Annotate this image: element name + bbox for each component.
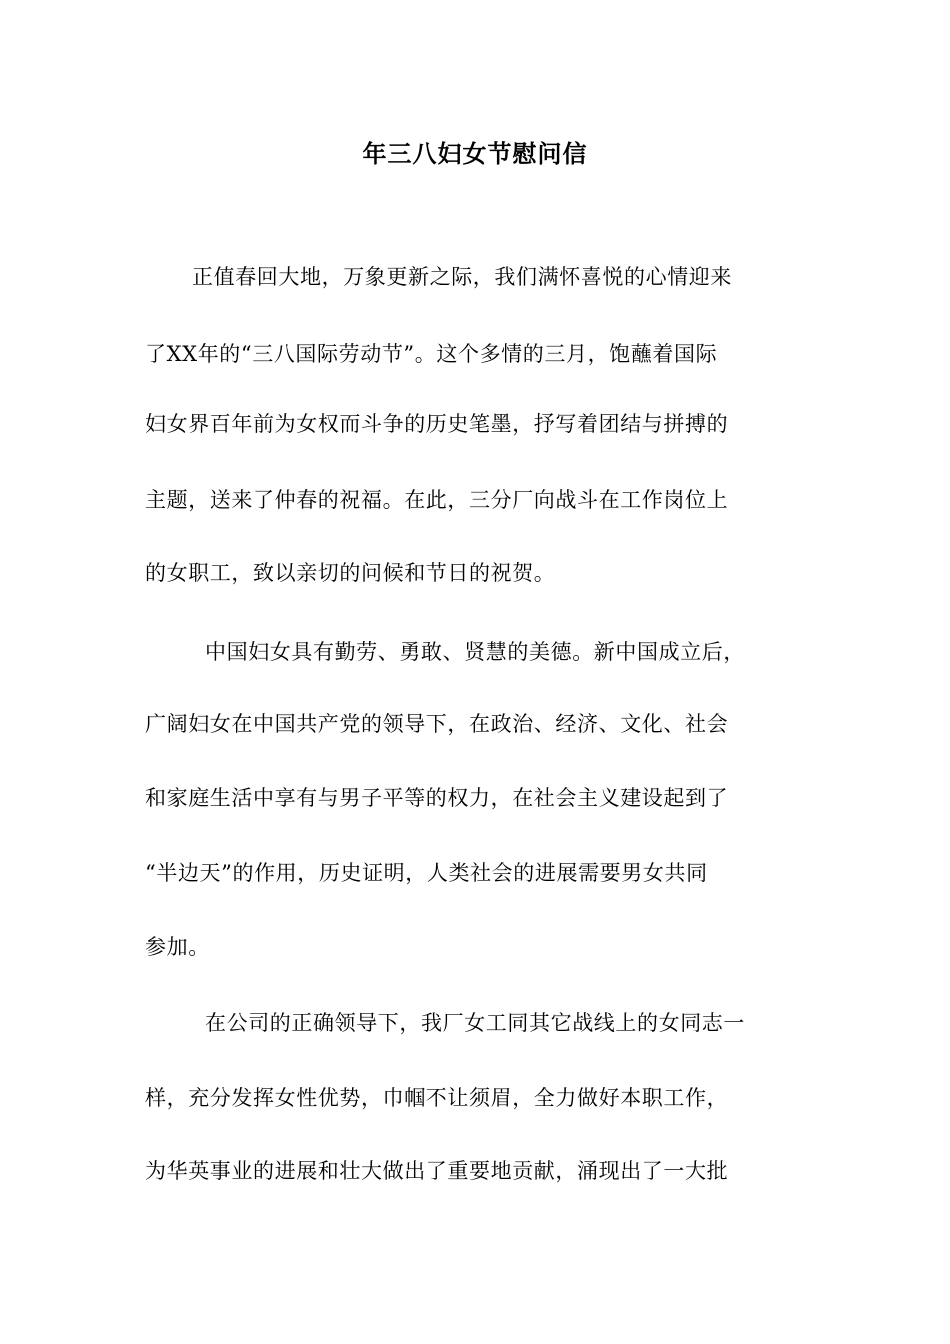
paragraph-2-line-3: 和家庭生活中享有与男子平等的权力，在社会主义建设起到了 xyxy=(145,786,729,810)
paragraph-3-line-2: 样，充分发挥女性优势，巾帼不让须眉，全力做好本职工作， xyxy=(145,1086,729,1110)
paragraph-1-line-3: 妇女界百年前为女权而斗争的历史笔墨，抒写着团结与拼搏的 xyxy=(145,412,729,436)
paragraph-3-line-1: 在公司的正确领导下，我厂女工同其它战线上的女同志一 xyxy=(205,1011,745,1035)
paragraph-1-line-4: 主题，送来了仲春的祝福。在此，三分厂向战斗在工作岗位上 xyxy=(145,488,729,512)
paragraph-1-line-1: 正值春回大地，万象更新之际，我们满怀喜悦的心情迎来 xyxy=(192,265,732,289)
paragraph-2-line-4: “半边天”的作用，历史证明，人类社会的进展需要男女共同 xyxy=(145,861,708,885)
paragraph-2-line-5: 参加。 xyxy=(145,935,210,959)
paragraph-2-line-1: 中国妇女具有勤劳、勇敢、贤慧的美德。新中国成立后， xyxy=(205,640,745,664)
paragraph-1-line-5: 的女职工，致以亲切的问候和节日的祝贺。 xyxy=(145,561,556,585)
paragraph-3-line-3: 为华英事业的进展和壮大做出了重要地贡献，涌现出了一大批 xyxy=(145,1159,729,1183)
paragraph-2-line-2: 广阔妇女在中国共产党的领导下，在政治、经济、文化、社会 xyxy=(145,712,729,736)
paragraph-1-line-2: 了XX年的“三八国际劳动节”。这个多情的三月，饱蘸着国际 xyxy=(145,342,718,366)
document-title: 年三八妇女节慰问信 xyxy=(362,140,588,168)
